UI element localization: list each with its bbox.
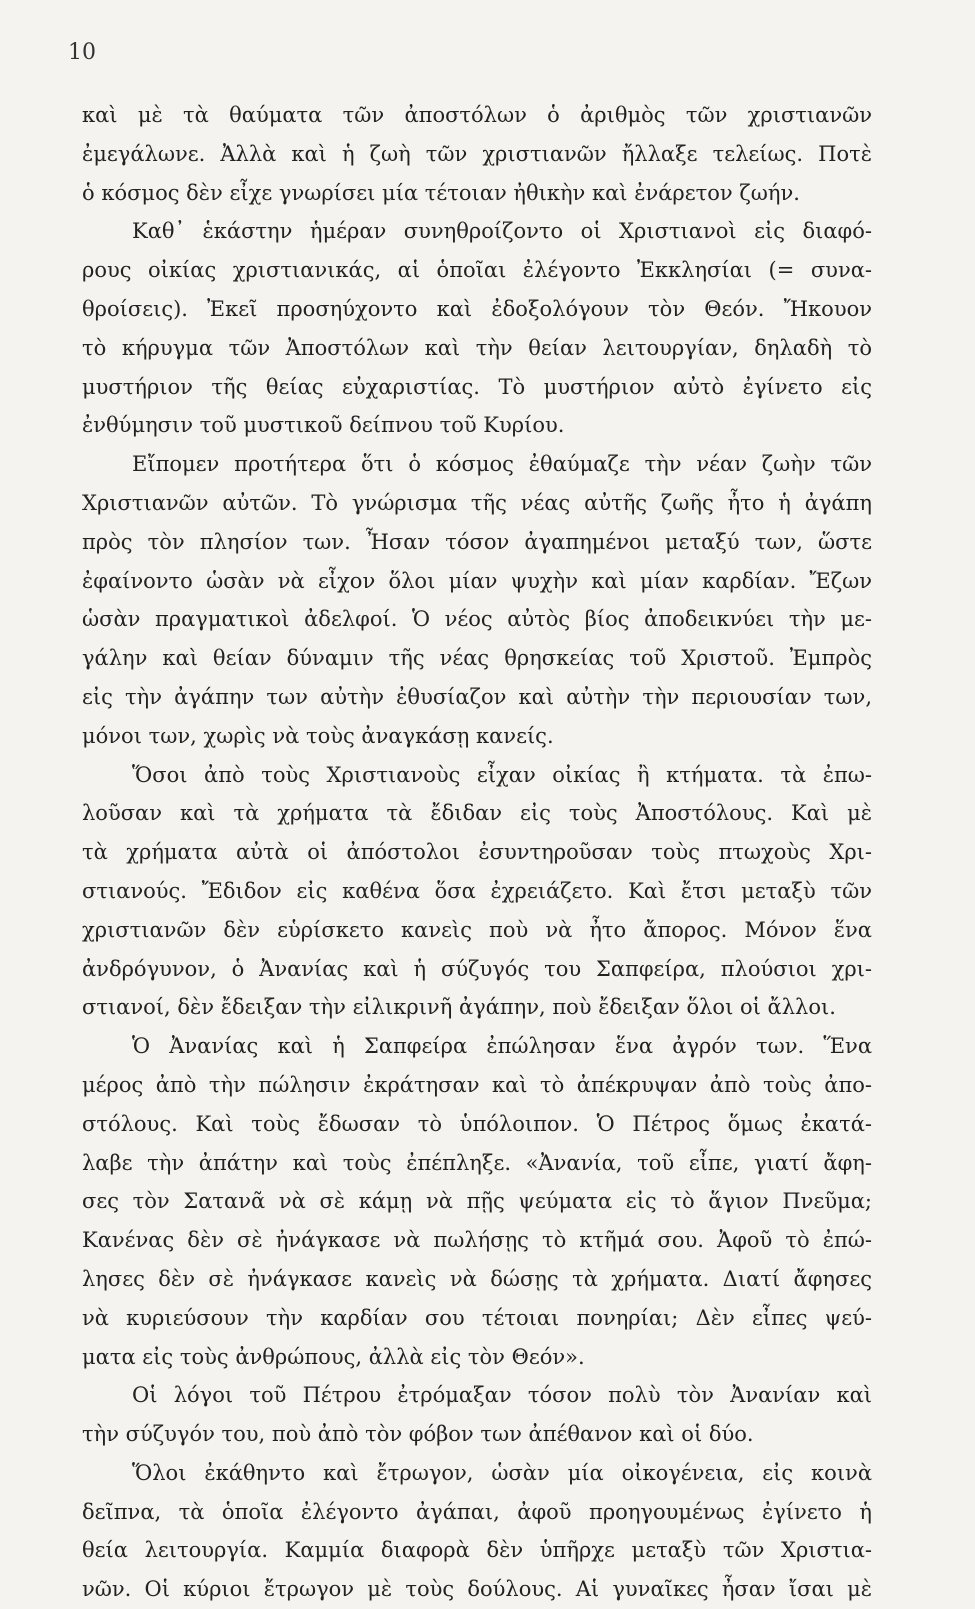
text-line: θεία λειτουργία. Καμμία διαφορὰ δὲν ὑπῆρχε μεταξὺ τῶν Χριστια- bbox=[82, 1538, 872, 1563]
text-line: λησες δὲν σὲ ἠνάγκασε κανεὶς νὰ δώσῃς τὰ χρήματα. Διατί ἄφησες bbox=[82, 1266, 872, 1291]
text-line: λαβε τὴν ἀπάτην καὶ τοὺς ἐπέπληξε. «Ἀνανία, τοῦ εἶπε, γιατί ἄφη- bbox=[82, 1150, 872, 1175]
text-line: τὸ κήρυγμα τῶν Ἀποστόλων καὶ τὴν θείαν λειτουργίαν, δηλαδὴ τὸ bbox=[82, 335, 872, 360]
text-line: Ὅλοι ἐκάθηντο καὶ ἔτρωγον, ὡσὰν μία οἰκογένεια, εἰς κοινὰ bbox=[132, 1460, 872, 1485]
text-line: ἐνθύμησιν τοῦ μυστικοῦ δείπνου τοῦ Κυρίου. bbox=[82, 413, 565, 438]
text-line: πρὸς τὸν πλησίον των. Ἦσαν τόσον ἀγαπημένοι μεταξύ των, ὥστε bbox=[82, 529, 872, 554]
text-line: δεῖπνα, τὰ ὁποῖα ἐλέγοντο ἀγάπαι, ἀφοῦ προηγουμένως ἐγίνετο ἡ bbox=[82, 1499, 872, 1524]
text-line: Εἴπομεν προτήτερα ὅτι ὁ κόσμος ἐθαύμαζε τὴν νέαν ζωὴν τῶν bbox=[132, 452, 872, 477]
text-line: μόνοι των, χωρὶς νὰ τοὺς ἀναγκάσῃ κανείς. bbox=[82, 723, 554, 748]
text-line: νῶν. Οἱ κύριοι ἔτρωγον μὲ τοὺς δούλους. Αἱ γυναῖκες ἦσαν ἴσαι μὲ bbox=[82, 1577, 872, 1602]
text-line: στιανοί, δὲν ἔδειξαν τὴν εἰλικρινῆ ἀγάπην, ποὺ ἔδειξαν ὅλοι οἱ ἄλλοι. bbox=[82, 995, 836, 1020]
text-line: νὰ κυριεύσουν τὴν καρδίαν σου τέτοιαι πονηρίαι; Δὲν εἶπες ψεύ- bbox=[82, 1305, 872, 1330]
text-line: εἰς τὴν ἀγάπην των αὐτὴν ἐθυσίαζον καὶ αὐτὴν τὴν περιουσίαν των, bbox=[82, 684, 872, 709]
text-line: τὰ χρήματα αὐτὰ οἱ ἀπόστολοι ἐσυντηροῦσαν τοὺς πτωχοὺς Χρι- bbox=[82, 840, 872, 865]
text-line: μέρος ἀπὸ τὴν πώλησιν ἐκράτησαν καὶ τὸ ἀπέκρυψαν ἀπὸ τοὺς ἀπο- bbox=[82, 1072, 872, 1097]
text-line: Οἱ λόγοι τοῦ Πέτρου ἐτρόμαξαν τόσον πολὺ τὸν Ἀνανίαν καὶ bbox=[132, 1383, 872, 1408]
text-line: λοῦσαν καὶ τὰ χρήματα τὰ ἔδιδαν εἰς τοὺς Ἀποστόλους. Καὶ μὲ bbox=[82, 801, 872, 826]
text-line: Χριστιανῶν αὐτῶν. Τὸ γνώρισμα τῆς νέας αὐτῆς ζωῆς ἦτο ἡ ἀγάπη bbox=[82, 490, 872, 515]
text-line: ματα εἰς τοὺς ἀνθρώπους, ἀλλὰ εἰς τὸν Θεόν». bbox=[82, 1344, 585, 1369]
text-line: θροίσεις). Ἐκεῖ προσηύχοντο καὶ ἐδοξολόγουν τὸν Θεόν. Ἤκουον bbox=[82, 296, 872, 321]
text-line: τὴν σύζυγόν του, ποὺ ἀπὸ τὸν φόβον των ἀπέθανον καὶ οἱ δύο. bbox=[82, 1422, 754, 1447]
text-line: σες τὸν Σατανᾶ νὰ σὲ κάμῃ νὰ πῇς ψεύματα εἰς τὸ ἅγιον Πνεῦμα; bbox=[82, 1189, 872, 1214]
text-line: στιανούς. Ἔδιδον εἰς καθένα ὅσα ἐχρειάζετο. Καὶ ἔτσι μεταξὺ τῶν bbox=[82, 878, 872, 903]
text-line: γάλην καὶ θείαν δύναμιν τῆς νέας θρησκείας τοῦ Χριστοῦ. Ἐμπρὸς bbox=[82, 646, 872, 671]
text-line: Κανένας δὲν σὲ ἠνάγκασε νὰ πωλήσῃς τὸ κτῆμά σου. Ἀφοῦ τὸ ἐπώ- bbox=[82, 1228, 872, 1253]
body-text bbox=[82, 96, 872, 1609]
text-line: Ὁ Ἀνανίας καὶ ἡ Σαπφείρα ἐπώλησαν ἕνα ἀγρόν των. Ἕνα bbox=[132, 1034, 872, 1059]
text-line: ρους οἰκίας χριστιανικάς, αἱ ὁποῖαι ἐλέγοντο Ἐκκλησίαι (= συνα- bbox=[82, 258, 872, 283]
text-line: καὶ μὲ τὰ θαύματα τῶν ἀποστόλων ὁ ἀριθμὸς τῶν χριστιανῶν bbox=[82, 103, 872, 127]
text-line: Ὅσοι ἀπὸ τοὺς Χριστιανοὺς εἶχαν οἰκίας ἢ κτήματα. τὰ ἐπω- bbox=[132, 762, 872, 787]
text-line: ἀνδρόγυνον, ὁ Ἀνανίας καὶ ἡ σύζυγός του Σαπφείρα, πλούσιοι χρι- bbox=[82, 956, 872, 981]
text-line: Καθ᾽ ἑκάστην ἡμέραν συνηθροίζοντο οἱ Χριστιανοὶ εἰς διαφό- bbox=[132, 219, 872, 244]
text-line: ὡσὰν πραγματικοὶ ἀδελφοί. Ὁ νέος αὐτὸς βίος ἀποδεικνύει τὴν με- bbox=[82, 607, 872, 632]
text-line: ὁ κόσμος δὲν εἶχε γνωρίσει μία τέτοιαν ἠθικὴν καὶ ἐνάρετον ζωήν. bbox=[82, 180, 800, 205]
text-line: ἐμεγάλωνε. Ἀλλὰ καὶ ἡ ζωὴ τῶν χριστιανῶν ἤλλαξε τελείως. Ποτὲ bbox=[82, 141, 872, 166]
text-line: ἐφαίνοντο ὡσὰν νὰ εἶχον ὅλοι μίαν ψυχὴν καὶ μίαν καρδίαν. Ἔζων bbox=[82, 568, 872, 593]
text-line: μυστήριον τῆς θείας εὐχαριστίας. Τὸ μυστήριον αὐτὸ ἐγίνετο εἰς bbox=[82, 374, 872, 399]
page-number: 10 bbox=[68, 40, 96, 65]
text-line: χριστιανῶν δὲν εὑρίσκετο κανεὶς ποὺ νὰ ἦτο ἄπορος. Μόνον ἕνα bbox=[82, 917, 872, 942]
text-line: στόλους. Καὶ τοὺς ἔδωσαν τὸ ὑπόλοιπον. Ὁ Πέτρος ὅμως ἐκατά- bbox=[82, 1111, 872, 1136]
